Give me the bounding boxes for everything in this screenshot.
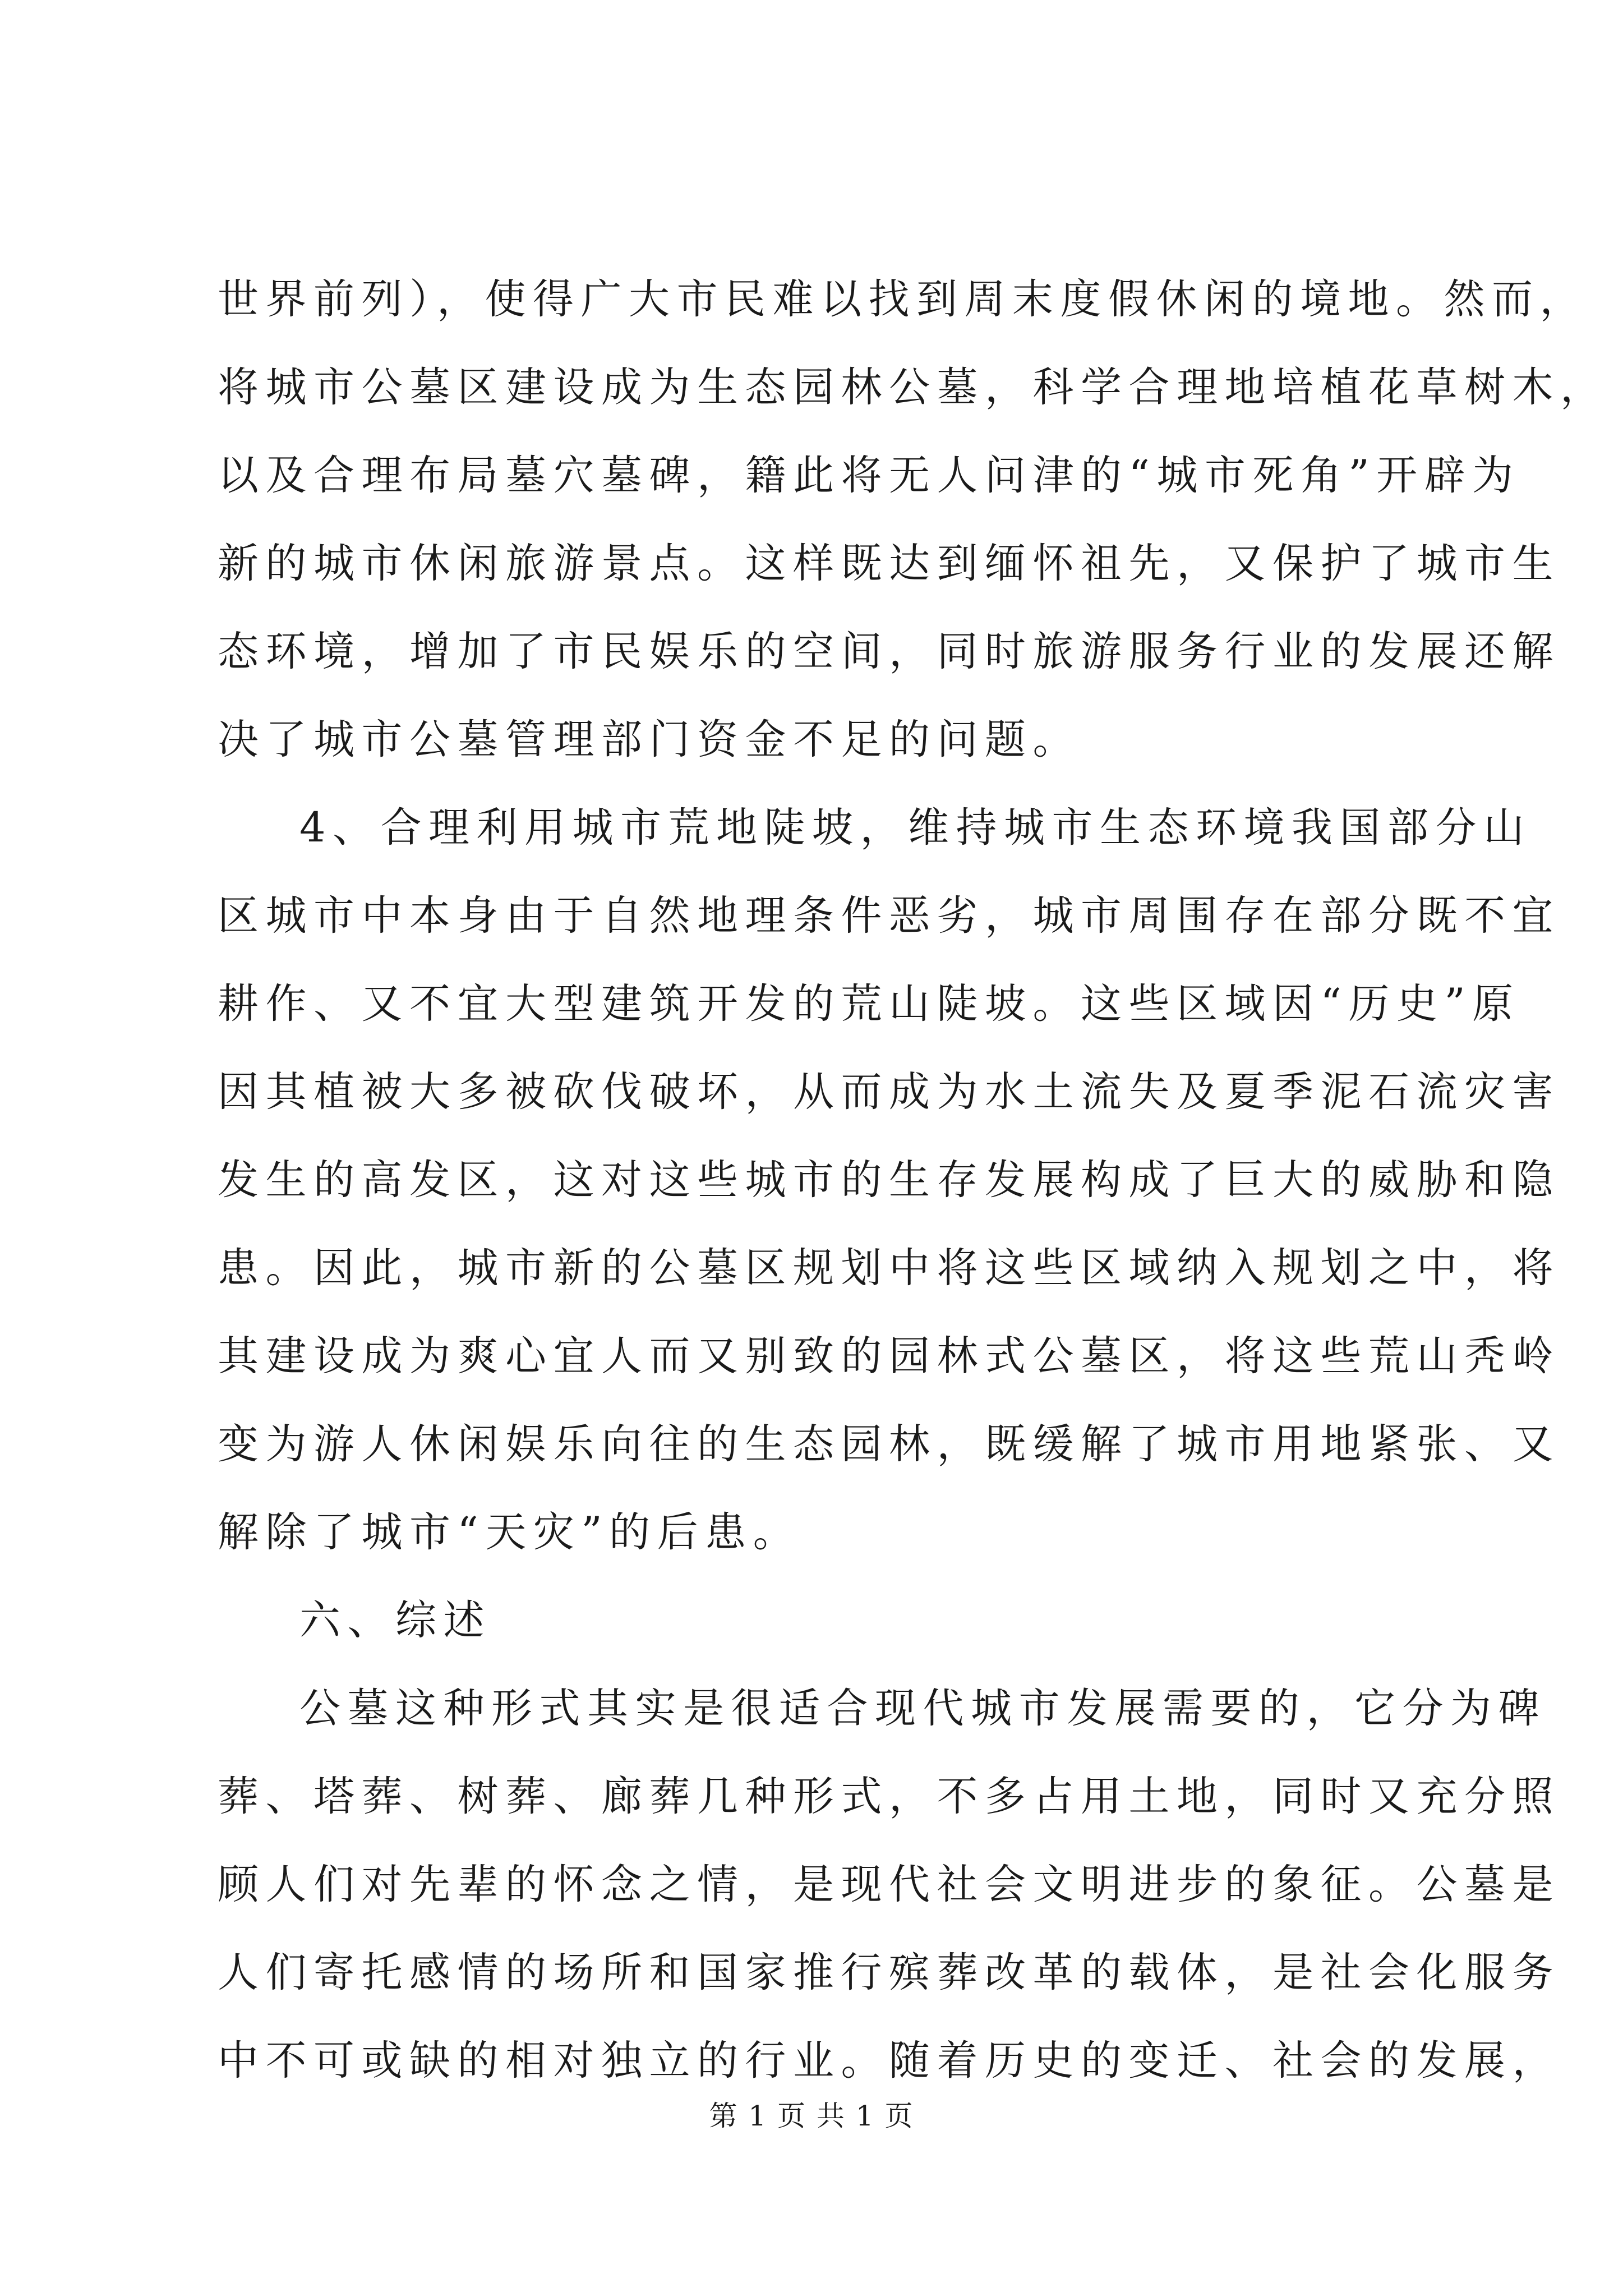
text-line: 人们寄托感情的场所和国家推行殡葬改革的载体，是社会化服务 [218,1949,1560,1996]
paragraph-start-line: 公墓这种形式其实是很适合现代城市发展需要的，它分为碑 [299,1685,1546,1732]
text-line: 顾人们对先辈的怀念之情，是现代社会文明进步的象征。公墓是 [218,1861,1560,1908]
paragraph-start-line: 4、合理利用城市荒地陡坡，维持城市生态环境我国部分山 [299,804,1532,852]
text-line: 决了城市公墓管理部门资金不足的问题。 [218,716,1081,763]
text-line: 将城市公墓区建设成为生态园林公墓，科学合理地培植花草树木， [218,364,1608,411]
text-line: 解除了城市“天灾”的后患。 [218,1508,801,1556]
text-line: 葬、塔葬、树葬、廊葬几种形式，不多占用土地，同时又充分照 [218,1773,1560,1820]
text-line: 新的城市休闲旅游景点。这样既达到缅怀祖先，又保护了城市生 [218,540,1560,587]
text-line: 世界前列），使得广大市民难以找到周末度假休闲的境地。然而， [218,275,1588,323]
text-line: 态环境，增加了市民娱乐的空间，同时旅游服务行业的发展还解 [218,628,1560,675]
text-line: 耕作、又不宜大型建筑开发的荒山陡坡。这些区域因“历史”原 [218,980,1520,1028]
text-line: 区城市中本身由于自然地理条件恶劣，城市周围存在部分既不宜 [218,892,1560,940]
text-line: 发生的高发区，这对这些城市的生存发展构成了巨大的威胁和隐 [218,1156,1560,1204]
section-heading: 六、综述 [299,1596,491,1644]
page-footer: 第 1 页 共 1 页 [709,2100,914,2132]
text-line: 患。因此，城市新的公墓区规划中将这些区域纳入规划之中，将 [218,1244,1560,1292]
document-body [218,255,1608,2105]
text-line: 因其植被大多被砍伐破坏，从而成为水土流失及夏季泥石流灾害 [218,1068,1560,1116]
text-line: 变为游人休闲娱乐向往的生态园林，既缓解了城市用地紧张、又 [218,1420,1560,1468]
text-line: 其建设成为爽心宜人而又别致的园林式公墓区，将这些荒山秃岭 [218,1332,1560,1380]
text-line: 中不可或缺的相对独立的行业。随着历史的变迁、社会的发展， [218,2037,1560,2085]
text-line: 以及合理布局墓穴墓碑，籍此将无人问津的“城市死角”开辟为 [218,452,1520,499]
